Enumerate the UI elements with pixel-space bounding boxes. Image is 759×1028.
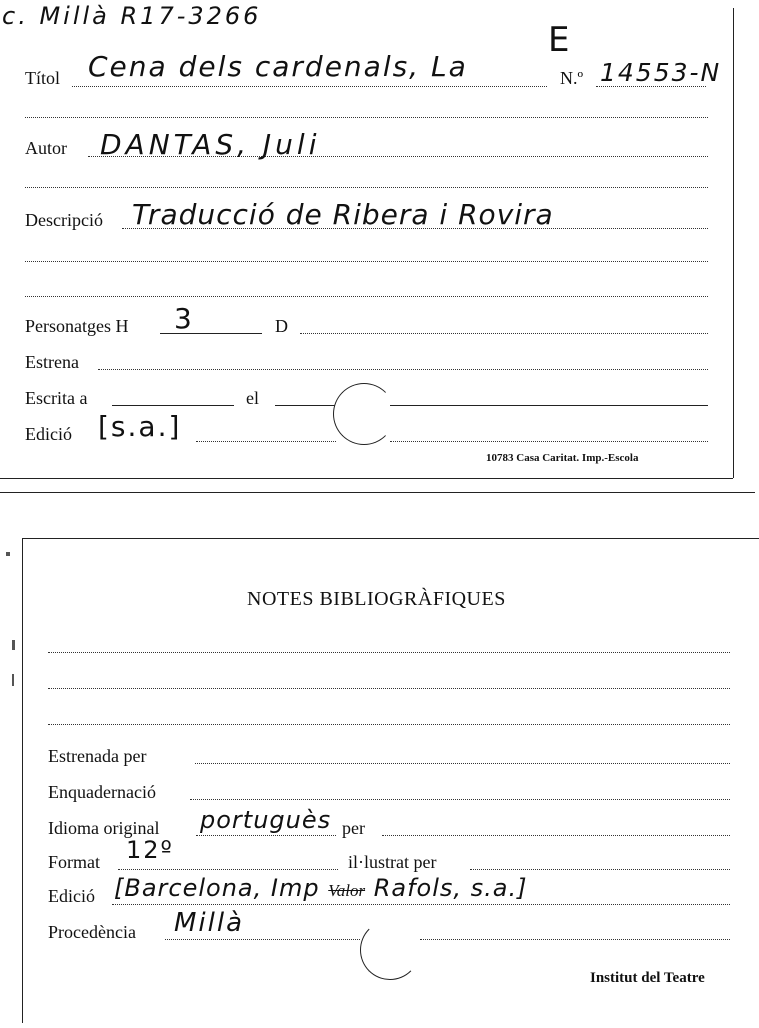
edition2-line (112, 904, 730, 905)
edition2-value-struck: Valor (328, 881, 366, 900)
illustrated-by-line (470, 869, 730, 870)
written-at-line (112, 405, 234, 406)
by-line (382, 835, 730, 836)
premiere-label: Estrena (25, 352, 79, 372)
punch-hole (333, 383, 395, 445)
original-language-line (196, 835, 336, 836)
characters-label: Personatges H (25, 316, 129, 336)
author-line-2 (25, 187, 708, 188)
written-on-label: el (246, 388, 259, 408)
number-label: N.º (560, 68, 584, 88)
by-label: per (342, 818, 365, 838)
title-line (72, 86, 547, 87)
written-at-label: Escrita a (25, 388, 88, 408)
written-on-line-b (390, 405, 708, 406)
catalog-card-back (0, 530, 759, 1028)
characters-men-value: 3 (174, 302, 194, 335)
handwritten-reference: c. Millà R17-3266 (2, 2, 262, 30)
characters-women-label: D (275, 316, 288, 336)
provenance-value: Millà (174, 908, 245, 938)
illustrated-by-label: il·lustrat per (348, 852, 437, 872)
premiere-line (98, 369, 708, 370)
characters-women-line (300, 333, 708, 334)
provenance-line-a (165, 939, 360, 940)
margin-speck (6, 552, 10, 556)
card-top-edge (22, 538, 759, 539)
provenance-label: Procedència (48, 922, 136, 942)
card-left-edge (22, 538, 23, 1023)
notes-line-1 (48, 652, 730, 653)
binding-line (190, 799, 730, 800)
title-label: Títol (25, 68, 60, 88)
title-line-2 (25, 117, 708, 118)
provenance-line-b (420, 939, 730, 940)
description-value: Traducció de Ribera i Rovira (132, 198, 554, 231)
handwritten-mark: E (548, 20, 572, 60)
description-line-3 (25, 296, 708, 297)
edition-line-a (196, 441, 336, 442)
punch-hole (360, 920, 420, 980)
edition2-value-part2: Rafols, s.a.] (373, 874, 528, 902)
premiered-by-line (195, 763, 730, 764)
written-on-line-a (275, 405, 335, 406)
edition2-value (114, 874, 528, 902)
title-value: Cena dels cardenals, La (88, 50, 468, 83)
card-bottom-edge (0, 478, 733, 479)
notes-line-3 (48, 724, 730, 725)
notes-line-2 (48, 688, 730, 689)
number-value: 14553-N (600, 58, 722, 87)
margin-speck (12, 640, 15, 650)
format-label: Format (48, 852, 100, 872)
edition-label: Edició (25, 424, 72, 444)
description-line-2 (25, 261, 708, 262)
author-value: DANTAS, Juli (100, 128, 321, 161)
author-label: Autor (25, 138, 67, 158)
original-language-label: Idioma original (48, 818, 160, 838)
original-language-value: portuguès (200, 806, 332, 834)
section-heading: NOTES BIBLIOGRÀFIQUES (247, 588, 506, 610)
printer-note: 10783 Casa Caritat. Imp.-Escola (486, 452, 639, 464)
binding-label: Enquadernació (48, 782, 156, 802)
institution-footer: Institut del Teatre (590, 970, 705, 986)
format-line (118, 869, 338, 870)
premiered-by-label: Estrenada per (48, 746, 147, 766)
card-cut-line (0, 492, 755, 493)
edition-value: [s.a.] (98, 410, 182, 443)
margin-speck (12, 674, 14, 686)
edition2-value-part1: [Barcelona, Imp (114, 874, 320, 902)
edition-line-b (390, 441, 708, 442)
format-value: 12º (126, 836, 174, 864)
catalog-card-front (0, 0, 759, 500)
card-right-edge (733, 8, 734, 478)
description-label: Descripció (25, 210, 103, 230)
edition2-label: Edició (48, 886, 95, 906)
